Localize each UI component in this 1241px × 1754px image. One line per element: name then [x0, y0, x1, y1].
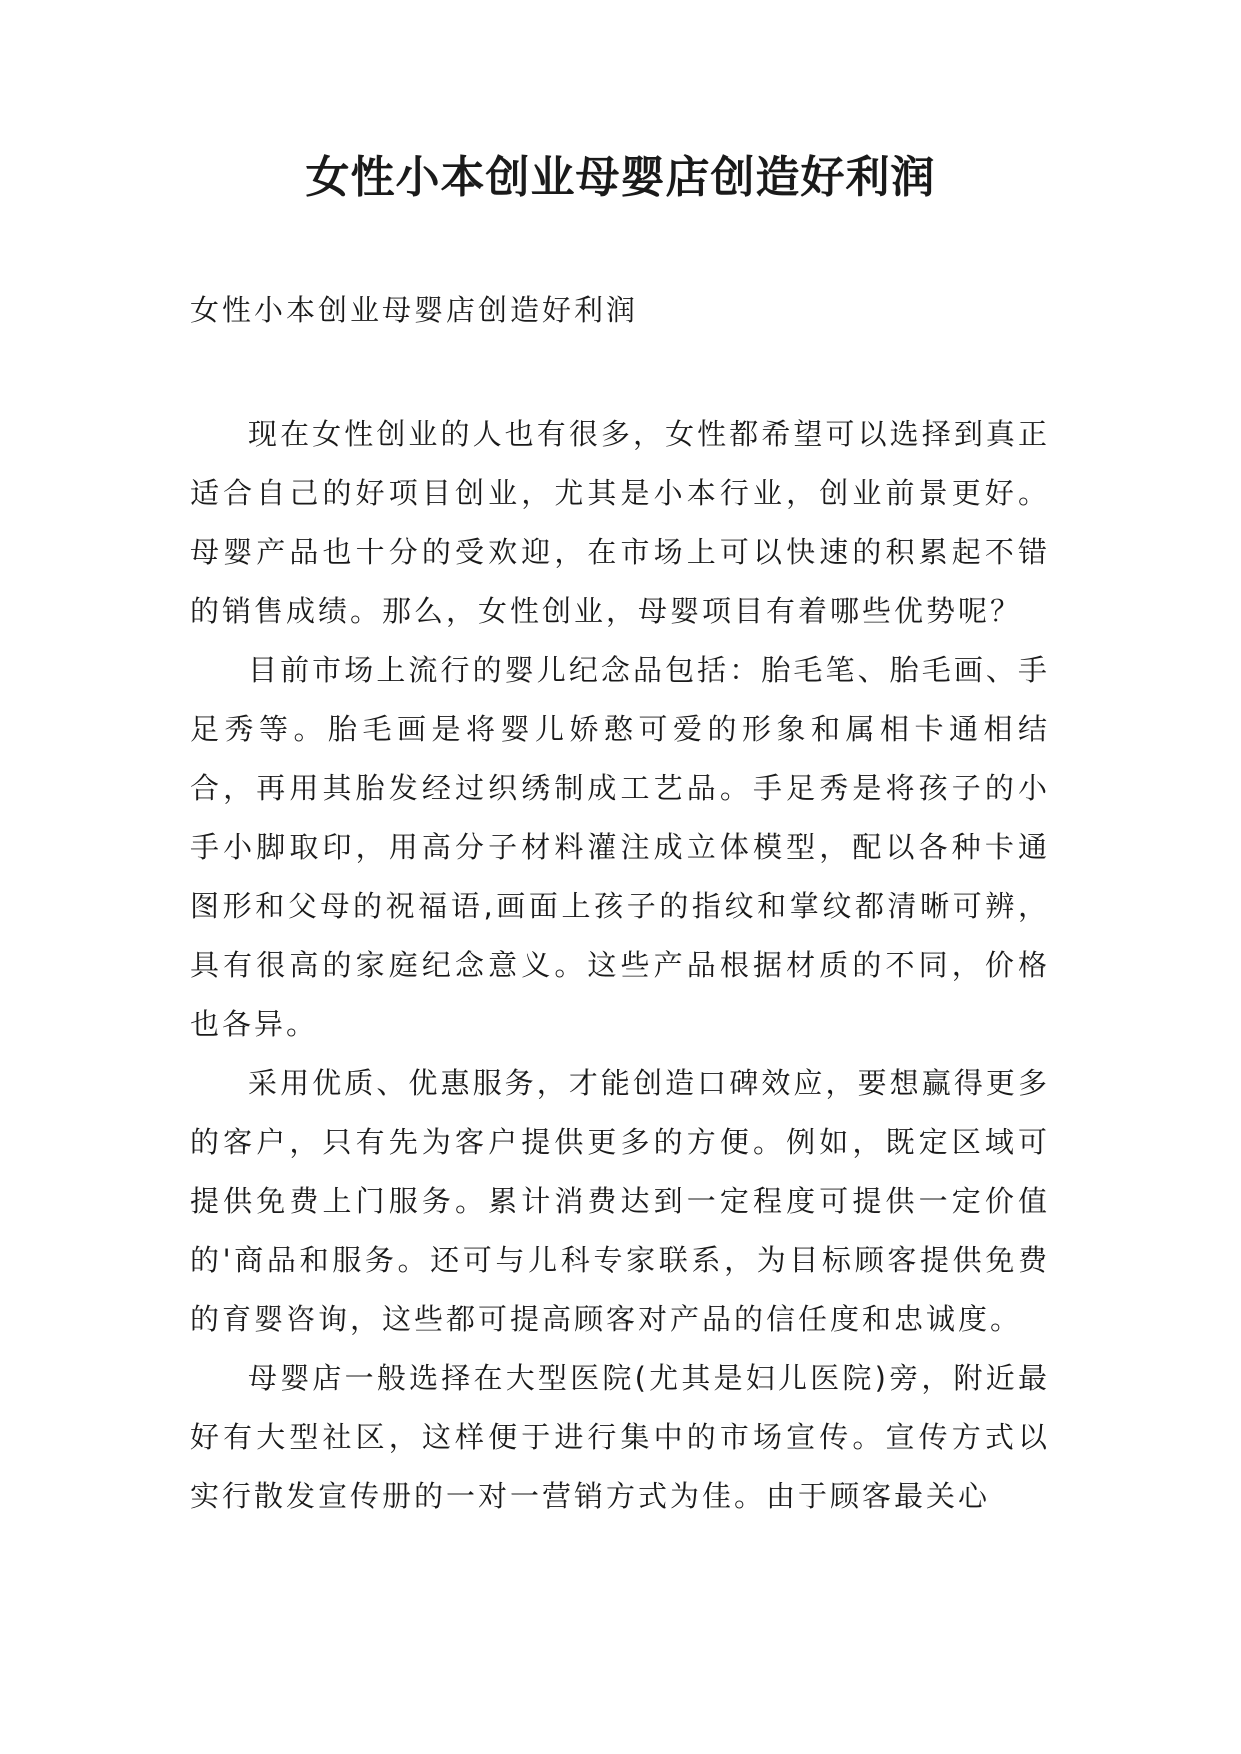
- document-body: [190, 405, 1050, 1526]
- document-subtitle: 女性小本创业母婴店创造好利润: [190, 293, 639, 327]
- paragraph: 现在女性创业的人也有很多，女性都希望可以选择到真正适合自己的好项目创业，尤其是小本行业，创业前景更好。母婴产品也十分的受欢迎，在市场上可以快速的积累起不错的销售成绩。那么，女性创业，母婴项目有着哪些优势呢？: [190, 417, 1050, 628]
- paragraph: 母婴店一般选择在大型医院(尤其是妇儿医院)旁，附近最好有大型社区，这样便于进行集中的市场宣传。宣传方式以实行散发宣传册的一对一营销方式为佳。由于顾客最关心: [190, 1361, 1050, 1513]
- document-title: 女性小本创业母婴店创造好利润: [305, 152, 936, 203]
- paragraph: 目前市场上流行的婴儿纪念品包括：胎毛笔、胎毛画、手足秀等。胎毛画是将婴儿娇憨可爱的形象和属相卡通相结合，再用其胎发经过织绣制成工艺品。手足秀是将孩子的小手小脚取印，用高分子材料灌注成立体模型，配以各种卡通图形和父母的祝福语,画面上孩子的指纹和掌纹都清晰可辨，具有很高的家庭纪念意义。这些产品根据材质的不同，价格也各异。: [190, 653, 1050, 1041]
- paragraph: 采用优质、优惠服务，才能创造口碑效应，要想赢得更多的客户，只有先为客户提供更多的方便。例如，既定区域可提供免费上门服务。累计消费达到一定程度可提供一定价值的'商品和服务。还可与儿科专家联系，为目标顾客提供免费的育婴咨询，这些都可提高顾客对产品的信任度和忠诚度。: [190, 1066, 1050, 1336]
